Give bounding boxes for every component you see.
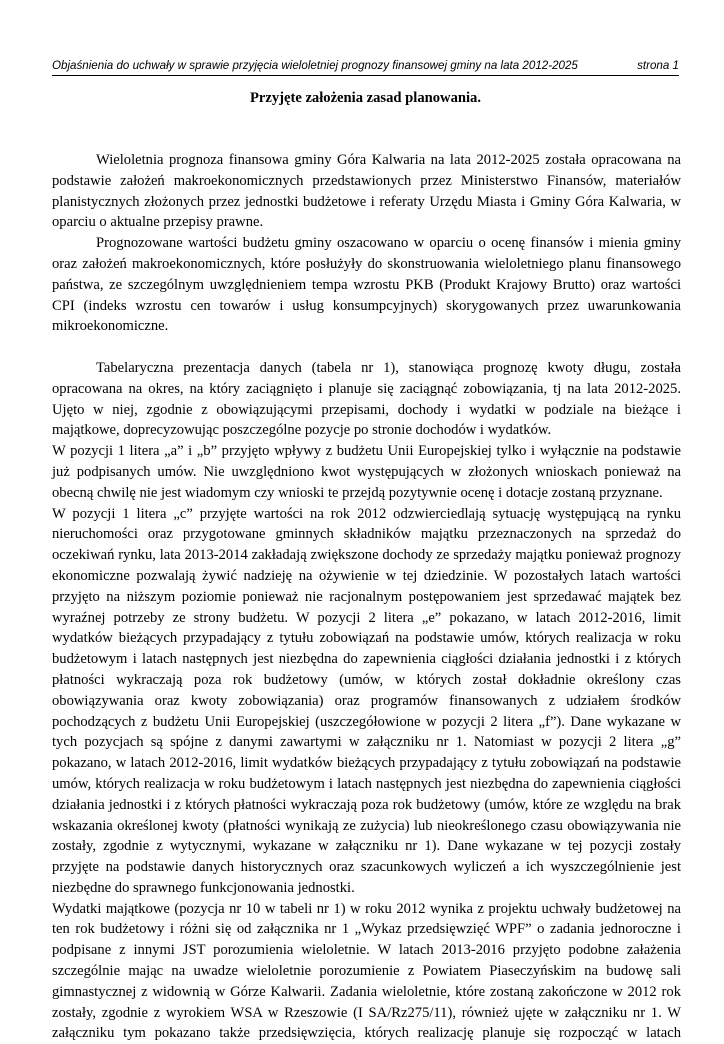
paragraph-capital-expenses: Wydatki majątkowe (pozycja nr 10 w tabeli nr 1) w roku 2012 wynika z projektu uchwały budżetowej na ten rok budżetowy i różni się od załącznika nr 1 „Wykaz przedsięwzięć WPF” o zadania jednoroczne i podpisane z innymi JST porozumienia wieloletnie. W latach 2013-2016 przyjęto podobne załażenia szczególnie mając na uwadze wieloletnie porozumienie z Powiatem Piaseczyńskim na budowę sali gimnastycznej z widownią w Górze Kalwarii. Zadania wieloletnie, które zostaną zakończone w 2012 rok zostały, zgodnie z wyrokiem WSA w Rzeszowie (I SA/Rz275/11), również ujęte w załączniku nr 1. W załączniku tym pokazano także przedsięwzięcia, których realizację planuje się rozpocząć w latach — [52, 900, 681, 1042]
page-number: strona 1 — [637, 59, 679, 72]
page-header — [52, 58, 679, 76]
header-title: Objaśnienia do uchwały w sprawie przyjęcia wieloletniej prognozy finansowej gminy na lata 2012-2025 — [52, 59, 578, 72]
paragraph-property-and-expenses: W pozycji 1 litera „c” przyjęte wartości na rok 2012 odzwierciedlają sytuację występującą na rynku nieruchomości oraz przygotowane gminnych składników majątku przeznaczonych na sprzedaż do oczekiwań rynku, lata 2013-2014 zakładają zwiększone dochody ze sprzedaży majątku ponieważ prognozy ekonomiczne pozwalają żywić nadzieję na ożywienie w tej dziedzinie. W pozostałych latach wartości przyjęto na niższym poziomie ponieważ nie racjonalnym postępowaniem jest sprzedawać majątek bez wyraźnej potrzeby ze strony budżetu. W pozycji 2 litera „e” pokazano, w latach 2012-2016, limit wydatków bieżących przypadający z tytułu zobowiązań na podstawie umów, których realizacja w roku budżetowym i latach następnych jest niezbędna do zapewnienia ciągłości działania jednostki i z których płatności wykraczają poza rok budżetowy (umów, w których został dokładnie określony czas obowiązywania oraz kwoty zobowiązania) oraz programów finansowanych z udziałem środków pochodzących z budżetu Unii Europejskiej (uszczegółowione w pozycji 2 litera „f”). Dane wykazane w tych pozycjach są spójne z danymi zawartymi w załączniku nr 1. Natomiast w pozycji 2 litera „g” pokazano, w latach 2012-2016, limit wydatków bieżących przypadający z tytułu zobowiązań na podstawie umów, których realizacja w roku budżetowym i latach następnych jest niezbędna do zapewnienia ciągłości działania jednostki i z których płatności wykraczają poza rok budżetowy (umów, które ze względu na brak wskazania określonej kwoty (płatności wynikają ze zużycia) lub nieokreślonego czasu obowiązywania nie zostały, zgodnie z wytycznymi, wykazane w załączniku nr 1). Dane wykazane w tej pozycji zostały przyjęte na podstawie danych historycznych oraz szacunkowych wyliczeń a ich wyszczególnienie jest niezbędne do sprawnego funkcjonowania jednostki. — [52, 505, 681, 896]
document-body — [52, 150, 681, 1044]
paragraph-eu-funds: W pozycji 1 litera „a” i „b” przyjęto wpływy z budżetu Unii Europejskiej tylko i wyłącznie na podstawie już podpisanych umów. Nie uwzględniono kwot występujących w złożonych wnioskach ponieważ na obecną chwilę nie jest wiadomym czy wnioski te przejdą pozytywnie ocenę i dotacje zostaną przyznane. — [52, 443, 681, 501]
paragraph-intro: Wieloletnia prognoza finansowa gminy Góra Kalwaria na lata 2012-2025 została opracowana na podstawie założeń makroekonomicznych przedstawionych przez Ministerstwo Finansów, materiałów planistycznych złożonych przez jednostki budżetowe i referaty Urzędu Miasta i Gminy Góra Kalwaria, w oparciu o aktualne przepisy prawne. — [52, 152, 681, 231]
section-heading: Przyjęte założenia zasad planowania. — [249, 90, 482, 106]
paragraph-forecast-basis: Prognozowane wartości budżetu gminy oszacowano w oparciu o ocenę finansów i mienia gminy oraz założeń makroekonomicznych, które posłużyły do skonstruowania wieloletniego planu finansowego państwa, ze szczególnym uwzględnieniem tempa wzrostu PKB (Produkt Krajowy Brutto) oraz wartości CPI (indeks wzrostu cen towarów i usług konsumpcyjnych) skorygowanych przez uwarunkowania mikroekonomiczne. — [52, 235, 681, 335]
paragraph-table-presentation: Tabelaryczna prezentacja danych (tabela nr 1), stanowiąca prognozę kwoty długu, została opracowana na okres, na który zaciągnięto i planuje się zaciągnąć zobowiązania, tj na lata 2012-2025. Ujęto w niej, zgodnie z obowiązującymi przepisami, dochody i wydatki w podziale na bieżące i majątkowe, doprecyzowując poszczególne pozycje po stronie dochodów i wydatków. — [52, 359, 681, 439]
